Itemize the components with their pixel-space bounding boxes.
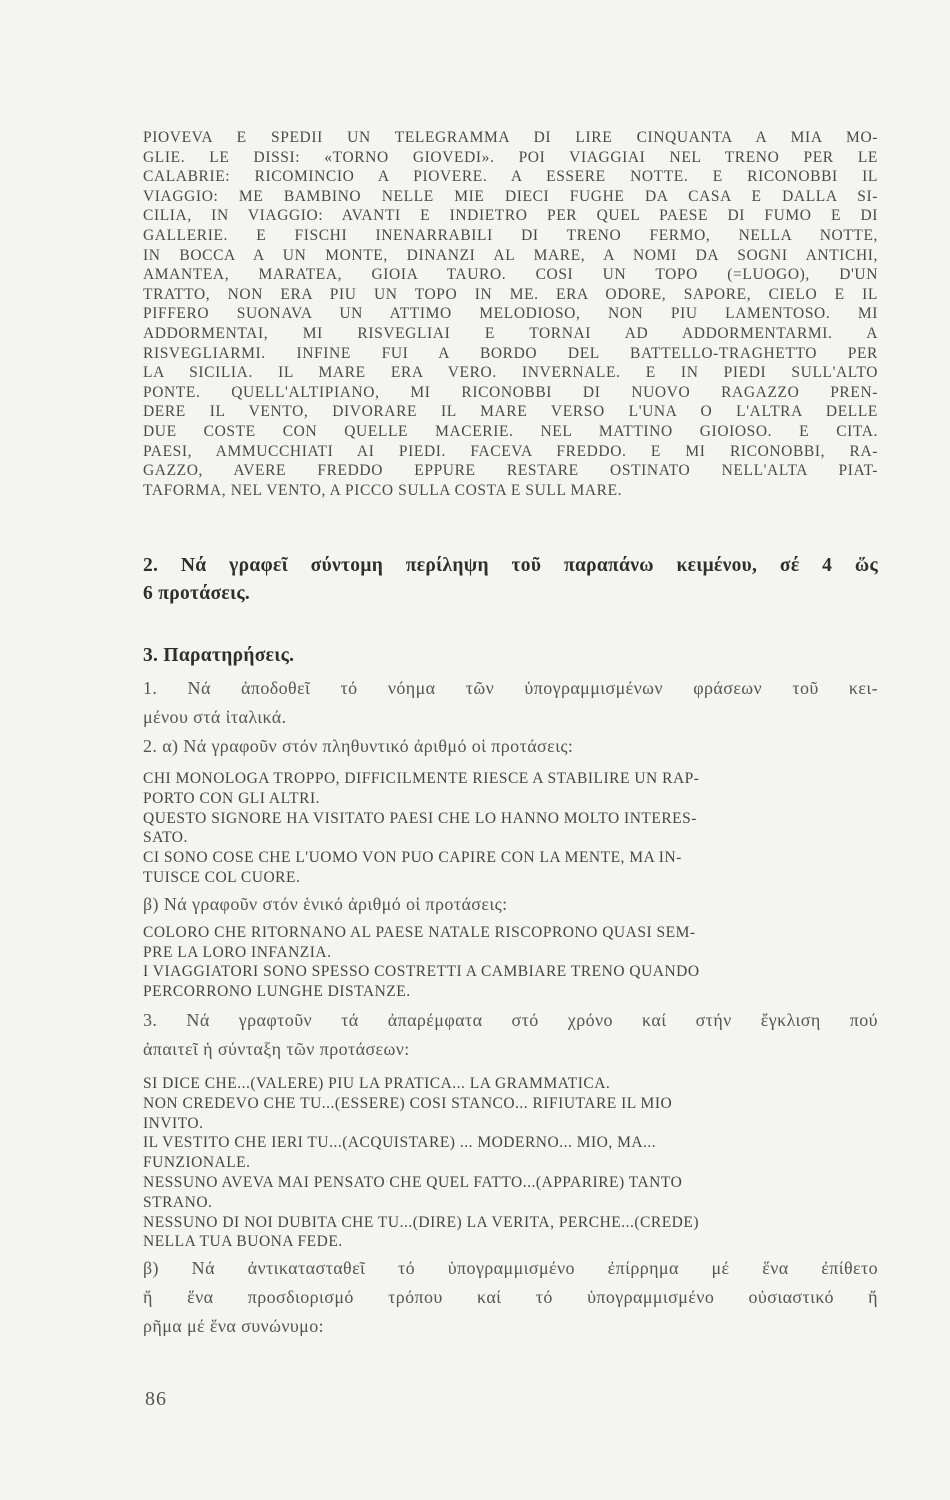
verb-sentence-line: SI DICE CHE...(VALERE) PIU LA PRATICA... LA GRAMMATICA.	[143, 1074, 611, 1092]
singular-sentence-line: I VIAGGIATORI SONO SPESSO COSTRETTI A CAMBIARE TRENO QUANDO	[143, 963, 700, 981]
verb-sentence-line: INVITO.	[143, 1114, 204, 1132]
plural-sentences	[143, 769, 878, 888]
verb-sentence-line: NON CREDEVO CHE TU...(ESSERE) COSI STANCO... RIFIUTARE IL MIO	[143, 1094, 673, 1112]
passage-line: PIOVEVA E SPEDII UN TELEGRAMMA DI LIRE CINQUANTA A MIA MO-	[143, 129, 878, 146]
plural-sentence-line: CHI MONOLOGA TROPPO, DIFFICILMENTE RIESCE A STABILIRE UN RAP-	[143, 770, 700, 787]
passage-line: CILIA, IN VIAGGIO: AVANTI E INDIETRO PER QUEL PAESE DI FUMO E DI	[143, 207, 878, 225]
passage-line: AMANTEA, MARATEA, GIOIA TAURO. COSI UN TOPO (=LUOGO), D'UN	[143, 266, 878, 284]
verb-sentence-line: NESSUNO AVEVA MAI PENSATO CHE QUEL FATTO...(APPARIRE) TANTO	[143, 1173, 683, 1191]
passage-line: TRATTO, NON ERA PIU UN TOPO IN ME. ERA ODORE, SAPORE, CIELO E IL	[143, 285, 878, 303]
plural-sentence-line: QUESTO SIGNORE HA VISITATO PAESI CHE LO HANNO MOLTO INTERES-	[143, 809, 697, 827]
passage-line: ADDORMENTAI, MI RISVEGLIAI E TORNAI AD ADDORMENTARMI. A	[143, 324, 878, 342]
passage-line: GLIE. LE DISSI: «TORNO GIOVEDI». POI VIAGGIAI NEL TRENO PER LE	[143, 148, 878, 166]
passage-line: PIFFERO SUONAVA UN ATTIMO MELODIOSO, NON PIU LAMENTOSO. MI	[143, 305, 878, 323]
passage-line: DERE IL VENTO, DIVORARE IL MARE VERSO L'UNA O L'ALTRA DELLE	[143, 403, 878, 421]
plural-sentence-line: SATO.	[143, 829, 188, 847]
item-2b: β) Νά γραφοῦν στόν ἑνικό ἀριθμό οἱ προτάσεις:	[143, 893, 508, 914]
verb-sentence-line: NESSUNO DI NOI DUBITA CHE TU...(DIRE) LA VERITA, PERCHE...(CREDE)	[143, 1213, 699, 1231]
plural-sentence-line: PORTO CON GLI ALTRI.	[143, 789, 321, 807]
exercise-3-heading: 3. Παρατηρήσεις.	[143, 645, 295, 666]
verb-sentences	[143, 1074, 878, 1252]
passage-line: IN BOCCA A UN MONTE, DINANZI AL MARE, A NOMI DA SOGNI ANTICHI,	[143, 246, 878, 264]
item-1-line-2: μένου στά ἰταλικά.	[143, 707, 287, 727]
passage-text	[143, 128, 878, 500]
item-3b-line-3: ρῆμα μέ ἕνα συνώνυμο:	[143, 1316, 325, 1337]
passage-line: CALABRIE: RICOMINCIO A PIOVERE. A ESSERE NOTTE. E RICONOBBI IL	[143, 168, 878, 186]
passage-line: GAZZO, AVERE FREDDO EPPURE RESTARE OSTINATO NELL'ALTA PIAT-	[143, 462, 878, 480]
verb-sentence-line: IL VESTITO CHE IERI TU...(ACQUISTARE) ... MODERNO... MIO, MA...	[143, 1134, 657, 1152]
italian-passage	[143, 128, 878, 500]
passage-line: VIAGGIO: ME BAMBINO NELLE MIE DIECI FUGHE DA CASA E DALLA SI-	[143, 187, 878, 205]
passage-line: DUE COSTE CON QUELLE MACERIE. NEL MATTINO GIOIOSO. E CITA.	[143, 422, 878, 440]
passage-line: PONTE. QUELL'ALTIPIANO, MI RICONOBBI DI NUOVO RAGAZZO PREN-	[143, 383, 878, 401]
passage-line: RISVEGLIARMI. INFINE FUI A BORDO DEL BATTELLO-TRAGHETTO PER	[143, 344, 878, 362]
passage-line: TAFORMA, NEL VENTO, A PICCO SULLA COSTA E SULL MARE.	[143, 481, 623, 499]
singular-sentence-line: PERCORRONO LUNGHE DISTANZE.	[143, 983, 411, 1001]
verb-sentence-line: STRANO.	[143, 1193, 213, 1211]
page-number: 86	[145, 1388, 167, 1410]
plural-sentence-line: TUISCE COL CUORE.	[143, 868, 301, 886]
item-3-line-1: 3. Νά γραφτοῦν τά ἀπαρέμφατα στό χρόνο καί στήν ἔγκλιση πού	[143, 1009, 878, 1030]
verb-sentence-line: NELLA TUA BUONA FEDE.	[143, 1233, 343, 1251]
passage-line: GALLERIE. E FISCHI INENARRABILI DI TRENO FERMO, NELLA NOTTE,	[143, 226, 878, 244]
passage-line: PAESI, AMMUCCHIATI AI PIEDI. FACEVA FREDDO. E MI RICONOBBI, RA-	[143, 442, 878, 460]
singular-sentence-line: COLORO CHE RITORNANO AL PAESE NATALE RISCOPRONO QUASI SEM-	[143, 923, 696, 941]
singular-sentences	[143, 923, 878, 1002]
exercise-2-line-1: 2. Νά γραφεῖ σύντομη περίληψη τοῦ παραπάνω κειμένου, σέ 4 ὥς	[143, 555, 878, 576]
item-3b-line-2: ἤ ἕνα προσδιορισμό τρόπου καί τό ὑπογραμμισμένο οὐσιαστικό ἤ	[143, 1287, 878, 1308]
item-2a: 2. α) Νά γραφοῦν στόν πληθυντικό ἀριθμό οἱ προτάσεις:	[143, 736, 574, 756]
exercise-3	[143, 642, 878, 1341]
item-1-line-1: 1. Νά ἀποδοθεῖ τό νόημα τῶν ὑπογραμμισμένων φράσεων τοῦ κει-	[143, 678, 878, 698]
exercise-2	[143, 552, 878, 608]
singular-sentence-line: PRE LA LORO INFANZIA.	[143, 943, 332, 961]
passage-line: LA SICILIA. IL MARE ERA VERO. INVERNALE. E IN PIEDI SULL'ALTO	[143, 364, 878, 382]
item-3-line-2: ἀπαιτεῖ ἡ σύνταξη τῶν προτάσεων:	[143, 1038, 410, 1059]
plural-sentence-line: CI SONO COSE CHE L'UOMO VON PUO CAPIRE CON LA MENTE, MA IN-	[143, 849, 682, 867]
verb-sentence-line: FUNZIONALE.	[143, 1154, 251, 1172]
item-3b-line-1: β) Νά ἀντικατασταθεῖ τό ὑπογραμμισμένο ἐπίρρημα μέ ἕνα ἐπίθετο	[143, 1258, 878, 1279]
exercise-2-line-2: 6 προτάσεις.	[143, 583, 251, 604]
